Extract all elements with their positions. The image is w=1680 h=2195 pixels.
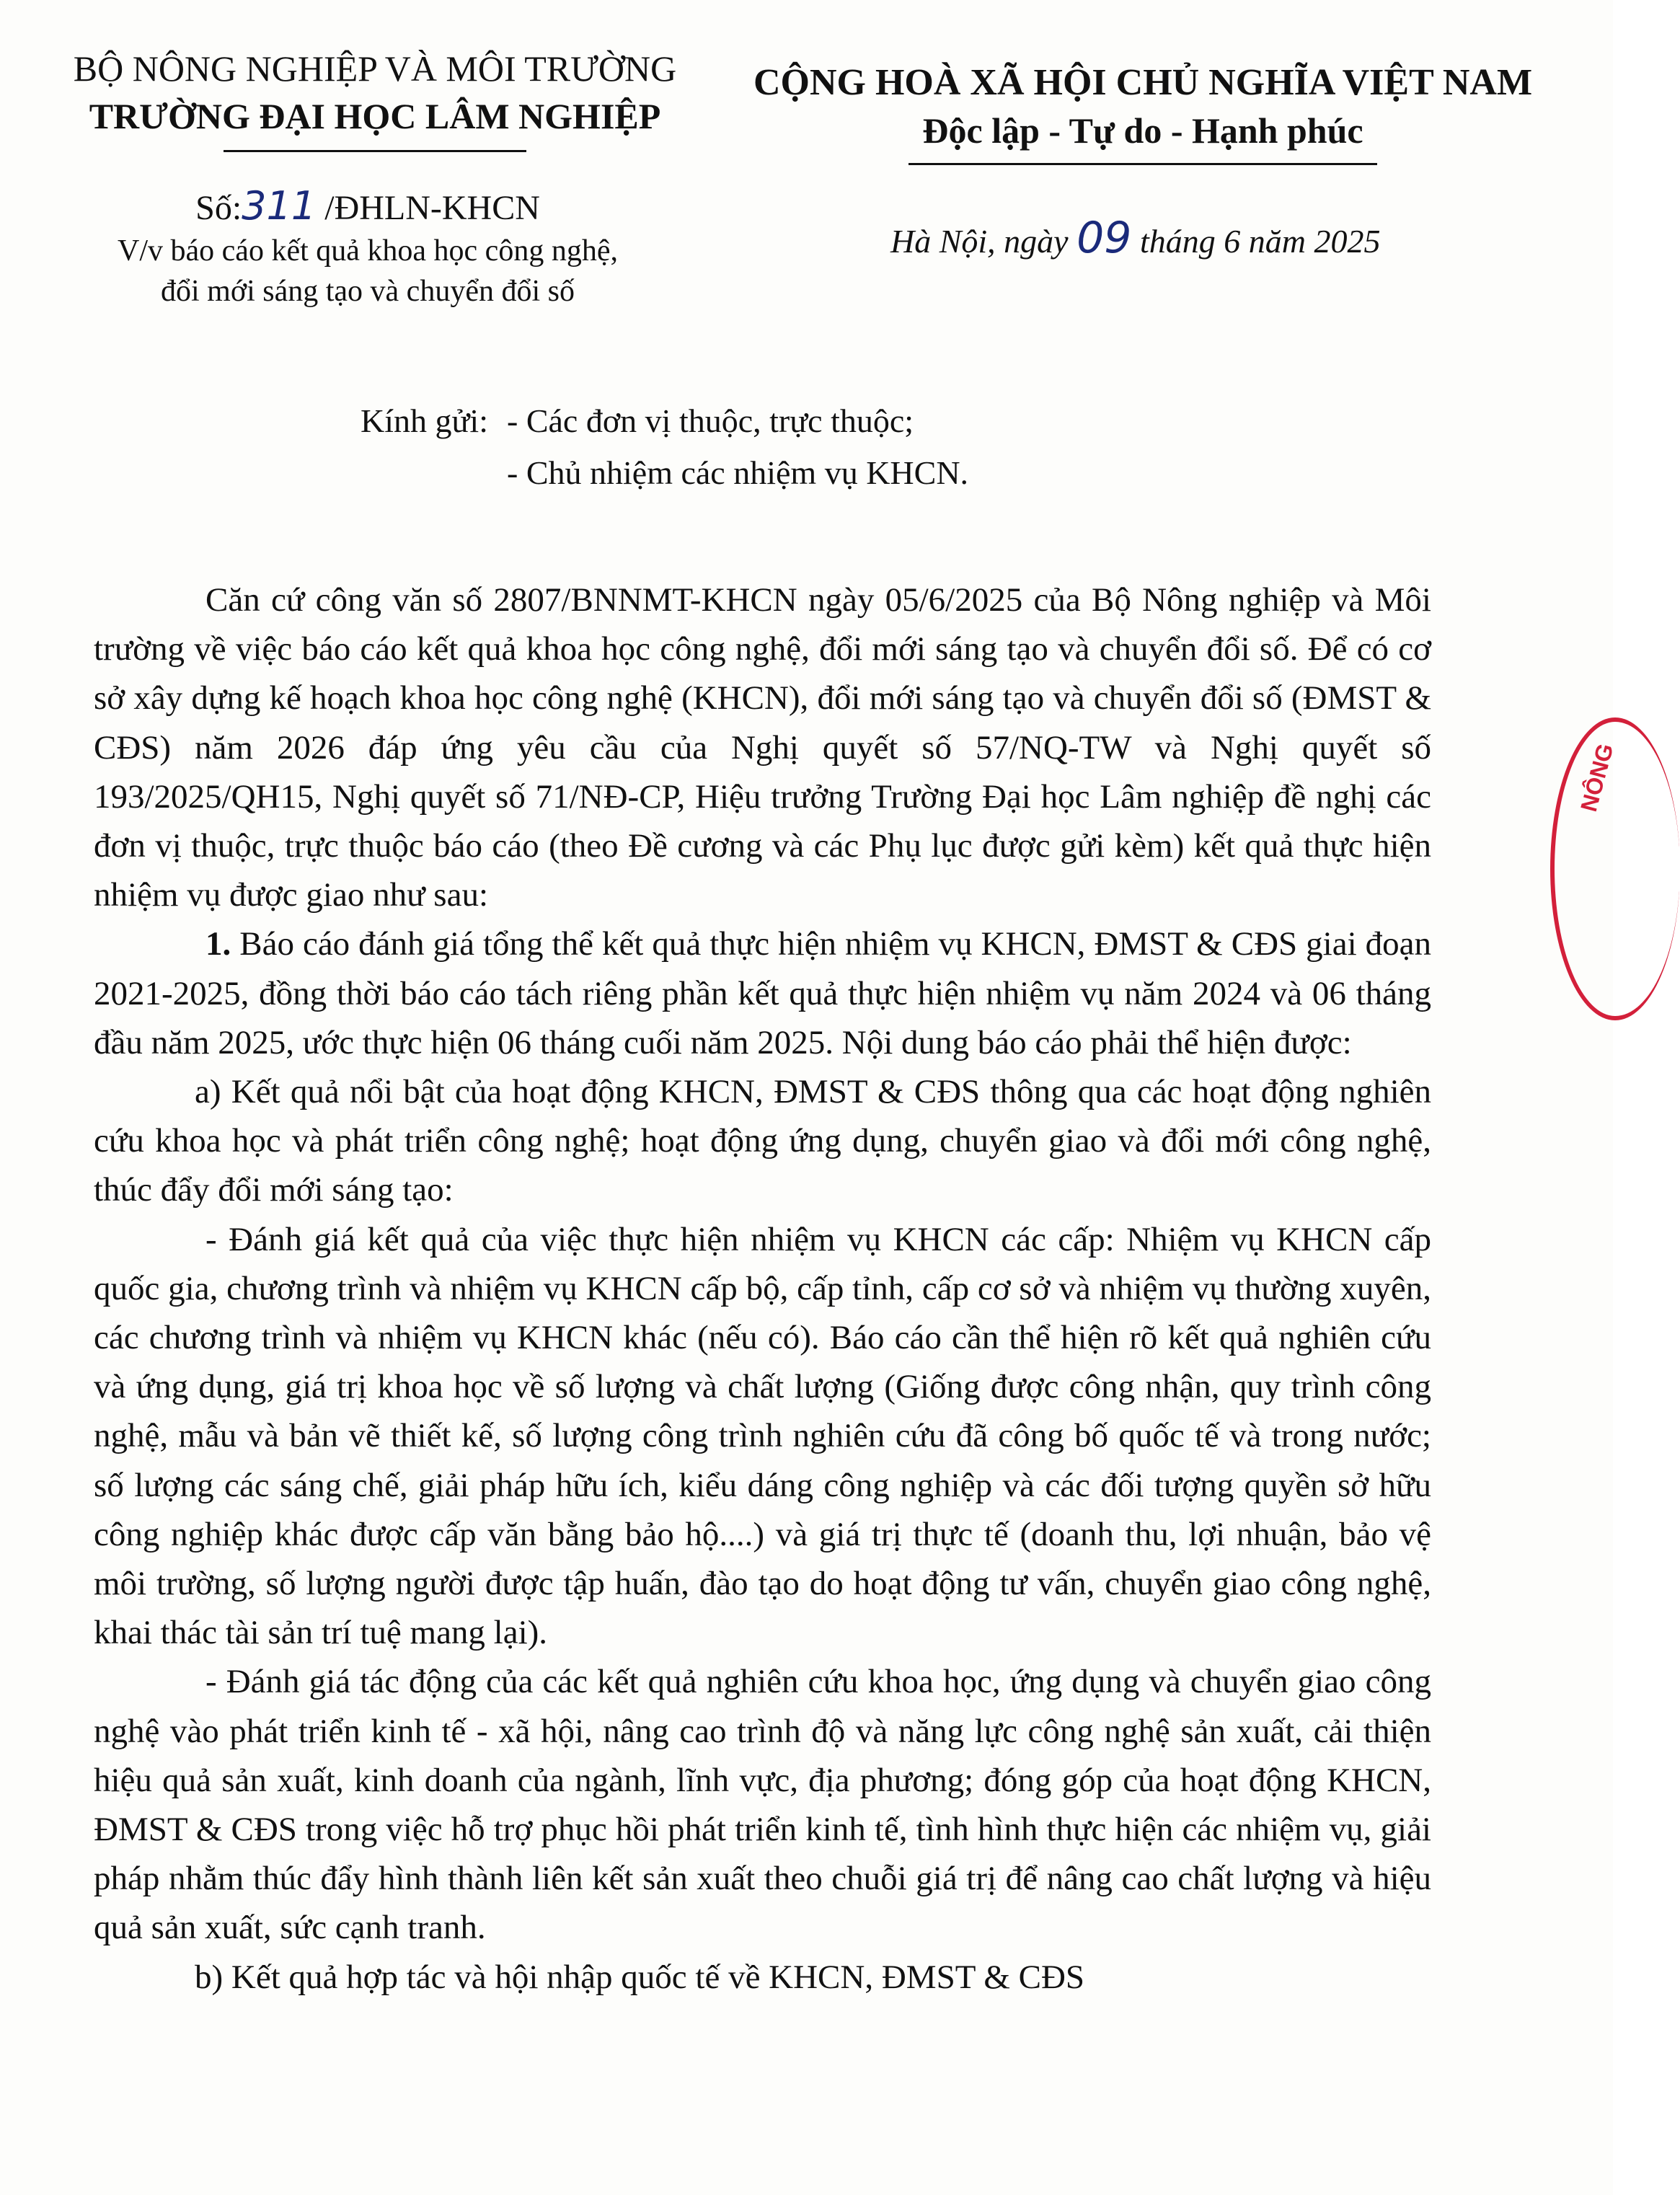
place-and-date (890, 213, 1381, 263)
number-suffix: /ĐHLN-KHCN (324, 189, 540, 227)
recipients-label-spacer (361, 447, 507, 499)
recipients-table (361, 395, 968, 499)
national-heading (728, 59, 1557, 165)
org-underline (224, 150, 526, 152)
issuing-organization (29, 45, 721, 152)
country-name: CỘNG HOÀ XÃ HỘI CHỦ NGHĨA VIỆT NAM (753, 62, 1533, 103)
subject-line-2: đổi mới sáng tạo và chuyển đổi số (161, 275, 575, 308)
number-prefix: Số: (195, 189, 242, 227)
item-1-paragraph (94, 919, 1431, 1067)
university-name: TRƯỜNG ĐẠI HỌC LÂM NGHIỆP (89, 96, 661, 136)
dash-paragraph-2: - Đánh giá tác động của các kết quả nghiên cứu khoa học, ứng dụng và chuyển giao công nghệ vào phát triển kinh tế - xã hội, nâng cao trình độ và năng lực công nghệ sản xuất, cải thiện hiệu quả sản xuất, kinh doanh của ngành, lĩnh vực, địa phương; đóng góp của hoạt động KHCN, ĐMST & CĐS trong việc hỗ trợ phục hồi phát triển kinh tế, tình hình thực hiện các nhiệm vụ, giải pháp nhằm thúc đẩy hình thành liên kết sản xuất theo chuỗi giá trị để nâng cao chất lượng và hiệu quả sản xuất, sức cạnh tranh. (94, 1663, 1431, 1947)
item-1-number: 1. (205, 925, 231, 963)
intro-paragraph: Căn cứ công văn số 2807/BNNMT-KHCN ngày 05/6/2025 của Bộ Nông nghiệp và Môi trường về việc báo cáo kết quả khoa học công nghệ, đổi mới sáng tạo và chuyển đổi số. Để có cơ sở xây dựng kế hoạch khoa học công nghệ (KHCN), đổi mới sáng tạo và chuyển đổi số (ĐMST & CĐS) năm 2026 đáp ứng yêu cầu của Nghị quyết số 57/NQ-TW và Nghị quyết số 193/2025/QH15, Nghị quyết số 71/NĐ-CP, Hiệu trưởng Trường Đại học Lâm nghiệp đề nghị các đơn vị thuộc, trực thuộc báo cáo (theo Đề cương và các Phụ lục được gửi kèm) kết quả thực hiện nhiệm vụ được giao như sau: (94, 581, 1431, 914)
recipient-item: - Chủ nhiệm các nhiệm vụ KHCN. (507, 454, 969, 491)
date-prefix: Hà Nội, ngày (890, 223, 1069, 260)
dash-paragraph-1: - Đánh giá kết quả của việc thực hiện nhiệm vụ KHCN các cấp: Nhiệm vụ KHCN cấp quốc gia, chương trình và nhiệm vụ KHCN cấp bộ, cấp tỉnh, cấp cơ sở và nhiệm vụ thường xuyên, các chương trình và nhiệm vụ KHCN khác (nếu có). Báo cáo cần thể hiện rõ kết quả nghiên cứu và ứng dụng, giá trị khoa học về số lượng và chất lượng (Giống được công nhận, quy trình công nghệ, mẫu và bản vẽ thiết kế, số lượng công trình nghiên cứu đã công bố quốc tế và trong nước; số lượng các sáng chế, giải pháp hữu ích, kiểu dáng công nghiệp và các đối tượng quyền sở hữu công nghiệp khác được cấp văn bằng bảo hộ....) và giá trị thực tế (doanh thu, lợi nhuận, bảo vệ môi trường, số lượng người được tập huấn, đào tạo do hoạt động tư vấn, chuyển giao công nghệ, khai thác tài sản trí tuệ mang lại). (94, 1220, 1431, 1652)
recipients-label: Kính gửi: (361, 402, 488, 439)
document-body (94, 575, 1431, 2002)
item-a-paragraph: a) Kết quả nổi bật của hoạt động KHCN, ĐMST & CĐS thông qua các hoạt động nghiên cứu khoa học và phát triển công nghệ; hoạt động ứng dụng, chuyển giao và đổi mới công nghệ, thúc đẩy đổi mới sáng tạo: (94, 1073, 1431, 1209)
national-motto: Độc lập - Tự do - Hạnh phúc (922, 110, 1363, 151)
recipients (361, 395, 968, 499)
item-1-text: Báo cáo đánh giá tổng thể kết quả thực hiện nhiệm vụ KHCN, ĐMST & CĐS giai đoạn 2021-2025, đồng thời báo cáo tách riêng phần kết quả thực hiện nhiệm vụ năm 2024 và 06 tháng đầu năm 2025, ước thực hiện 06 tháng cuối năm 2025. Nội dung báo cáo phải thể hiện được: (94, 925, 1431, 1061)
seal-text: NÔNG (1575, 741, 1619, 815)
handwritten-number: 311 (242, 183, 317, 229)
document-number-block (43, 184, 692, 312)
parent-ministry: BỘ NÔNG NGHIỆP VÀ MÔI TRƯỜNG (73, 48, 677, 89)
motto-underline (908, 163, 1377, 165)
handwritten-day: 09 (1076, 213, 1132, 263)
recipient-item: - Các đơn vị thuộc, trực thuộc; (507, 402, 914, 439)
date-suffix: tháng 6 năm 2025 (1139, 223, 1381, 260)
item-b-paragraph: b) Kết quả hợp tác và hội nhập quốc tế về KHCN, ĐMST & CĐS (195, 1958, 1085, 1996)
document-number (43, 184, 692, 231)
subject-line-1: V/v báo cáo kết quả khoa học công nghệ, (118, 234, 618, 268)
red-seal-stamp (1550, 717, 1680, 1020)
